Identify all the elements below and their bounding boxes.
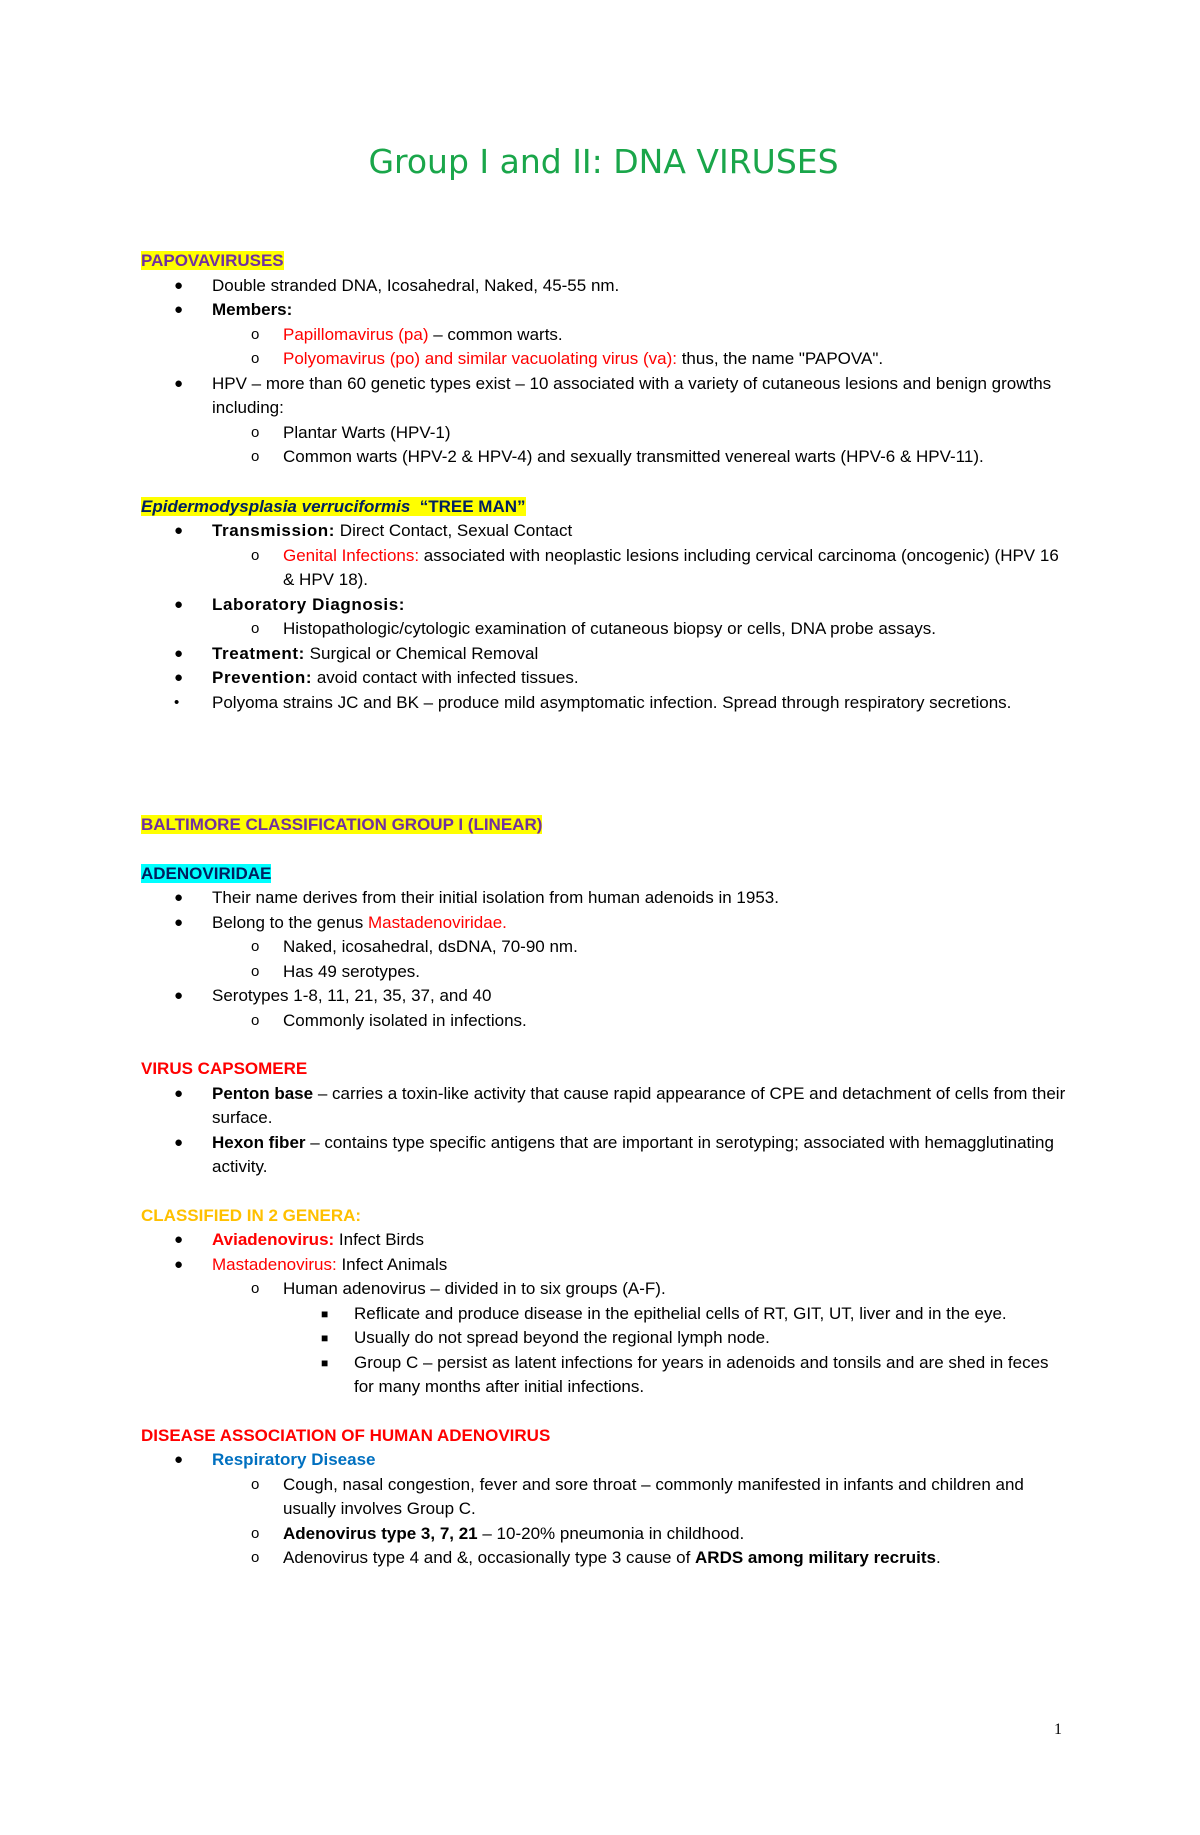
list-item: ● Hexon fiber – contains type specific antigens that are important in serotyping; associated with hemagglutinating activity.: [174, 1132, 1054, 1176]
list-item: o Has 49 serotypes.: [141, 960, 1066, 985]
document-body: [141, 249, 1066, 1571]
list-item: o Naked, icosahedral, dsDNA, 70-90 nm.: [141, 935, 1066, 960]
bullet-icon: ●: [174, 595, 184, 613]
list-item: o Polyomavirus (po) and similar vacuolating virus (va): thus, the name "PAPOVA".: [141, 347, 1066, 372]
genera-list: [141, 1228, 1066, 1400]
bullet-icon: ●: [174, 1451, 184, 1468]
list-item: ● Transmission: Direct Contact, Sexual Contact: [141, 519, 1066, 544]
square-bullet-icon: ■: [321, 1331, 329, 1345]
list-item: ● Laboratory Diagnosis:: [141, 593, 1066, 618]
papova-list: [141, 274, 1066, 470]
bullet-icon: ●: [174, 913, 184, 931]
circle-bullet-icon: o: [251, 1280, 260, 1297]
circle-bullet-icon: o: [251, 1524, 260, 1542]
list-item: ● Treatment: Surgical or Chemical Removal: [141, 642, 1066, 667]
bullet-icon: ●: [174, 889, 184, 906]
bullet-icon: ●: [174, 276, 184, 294]
list-item: • Polyoma strains JC and BK – produce mild asymptomatic infection. Spread through respiratory secretions.: [141, 691, 1066, 716]
list-item: ■ Usually do not spread beyond the regional lymph node.: [141, 1326, 1066, 1351]
section-heading-papovaviruses: PAPOVAVIRUSES: [141, 251, 284, 270]
circle-bullet-icon: o: [251, 448, 260, 465]
list-item: ■ Reflicate and produce disease in the epithelial cells of RT, GIT, UT, liver and in the eye.: [141, 1302, 1066, 1327]
circle-bullet-icon: o: [251, 938, 260, 955]
tree-man-list: [141, 519, 1066, 715]
bullet-icon: ●: [174, 301, 184, 318]
list-item: ● Double stranded DNA, Icosahedral, Naked, 45-55 nm.: [141, 274, 1066, 299]
list-item: ● Members:: [141, 298, 1066, 323]
page-title: Group I and II: DNA VIRUSES: [368, 142, 839, 181]
list-item: ● Their name derives from their initial isolation from human adenoids in 1953.: [141, 886, 1066, 911]
circle-bullet-icon: o: [251, 423, 260, 441]
circle-bullet-icon: o: [251, 350, 260, 367]
list-item: o Commonly isolated in infections.: [141, 1009, 1066, 1034]
list-item: ■ Group C – persist as latent infections for years in adenoids and tonsils and are shed in feces for many months after initial infections.: [321, 1352, 1049, 1396]
circle-bullet-icon: o: [251, 1011, 260, 1029]
bullet-icon: ●: [174, 1255, 184, 1273]
list-item: ● HPV – more than 60 genetic types exist – 10 associated with a variety of cutaneous lesions and benign growths including:: [174, 373, 1052, 417]
list-item: ● Prevention: avoid contact with infected tissues.: [141, 666, 1066, 691]
list-item: o Adenovirus type 3, 7, 21 – 10-20% pneumonia in childhood.: [141, 1522, 1066, 1547]
capsomere-list: [141, 1082, 1066, 1180]
list-item: ● Serotypes 1-8, 11, 21, 35, 37, and 40: [141, 984, 1066, 1009]
section-heading-disease: DISEASE ASSOCIATION OF HUMAN ADENOVIRUS: [141, 1425, 551, 1445]
bullet-icon: ●: [174, 522, 184, 539]
list-item: ● Aviadenovirus: Infect Birds: [141, 1228, 1066, 1253]
list-item: o Human adenovirus – divided in to six groups (A-F).: [141, 1277, 1066, 1302]
list-item: o Adenovirus type 4 and &, occasionally type 3 cause of ARDS among military recruits.: [141, 1546, 1066, 1571]
bullet-icon: ●: [174, 644, 184, 662]
circle-bullet-icon: o: [251, 1475, 260, 1493]
circle-bullet-icon: o: [251, 962, 260, 980]
adenoviridae-list: [141, 886, 1066, 1033]
list-item: ● Belong to the genus Mastadenoviridae.: [141, 911, 1066, 936]
bullet-icon: ●: [174, 1133, 184, 1151]
bullet-icon: ●: [174, 1231, 184, 1248]
section-heading-tree-man: Epidermodysplasia verruciformis “TREE MAN”: [141, 496, 526, 516]
section-heading-capsomere: VIRUS CAPSOMERE: [141, 1059, 308, 1078]
small-bullet-icon: •: [174, 693, 180, 711]
list-item: ● Penton base – carries a toxin-like activity that cause rapid appearance of CPE and detachment of cells from their surface.: [174, 1083, 1066, 1127]
circle-bullet-icon: o: [251, 546, 260, 564]
disease-list: [141, 1448, 1066, 1571]
bullet-icon: ●: [174, 669, 184, 686]
list-item: ● Mastadenovirus: Infect Animals: [141, 1253, 1066, 1278]
section-heading-baltimore: BALTIMORE CLASSIFICATION GROUP I (LINEAR): [141, 815, 543, 834]
list-item: ● Respiratory Disease: [141, 1448, 1066, 1473]
section-heading-adenoviridae: ADENOVIRIDAE: [141, 863, 272, 883]
circle-bullet-icon: o: [251, 1549, 260, 1566]
bullet-icon: ●: [174, 374, 184, 392]
list-item: o Histopathologic/cytologic examination of cutaneous biopsy or cells, DNA probe assays.: [141, 617, 1066, 642]
list-item: o Papillomavirus (pa) – common warts.: [141, 323, 1066, 348]
section-heading-genera: CLASSIFIED IN 2 GENERA:: [141, 1205, 362, 1225]
list-item: o Plantar Warts (HPV-1): [141, 421, 1066, 446]
list-item: o Cough, nasal congestion, fever and sore throat – commonly manifested in infants and children and usually involves Group C.: [251, 1474, 1024, 1518]
square-bullet-icon: ■: [321, 1355, 329, 1370]
list-item: o Genital Infections: associated with neoplastic lesions including cervical carcinoma (oncogenic) (HPV 16 & HPV 18).: [251, 545, 1059, 589]
bullet-icon: ●: [174, 987, 184, 1004]
list-item: o Common warts (HPV-2 & HPV-4) and sexually transmitted venereal warts (HPV-6 & HPV-11).: [141, 445, 1066, 470]
square-bullet-icon: ■: [321, 1306, 329, 1321]
bullet-icon: ●: [174, 1084, 184, 1102]
page-number: 1: [1054, 1721, 1062, 1738]
circle-bullet-icon: o: [251, 620, 260, 637]
circle-bullet-icon: o: [251, 325, 260, 343]
